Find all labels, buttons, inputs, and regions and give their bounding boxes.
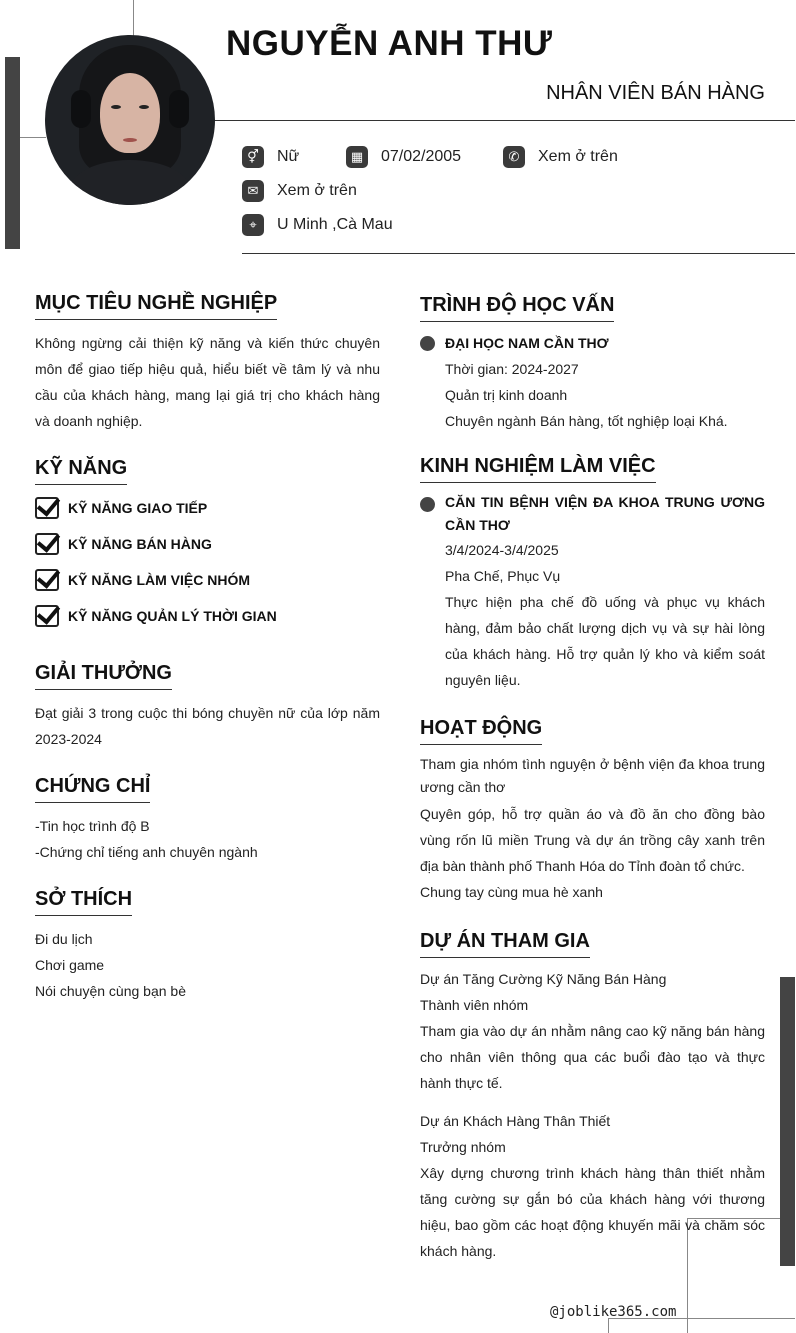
info-gender	[242, 146, 299, 168]
experience-entry	[445, 491, 765, 693]
company-name: CĂN TIN BỆNH VIỆN ĐA KHOA TRUNG ƯƠNG CẦN THƠ	[445, 494, 765, 533]
list-item: Tham gia nhóm tình nguyện ở bệnh viện đa khoa trung ương cần thơ	[420, 756, 765, 795]
bullet-icon	[420, 497, 435, 512]
hobbies-list	[35, 926, 380, 1004]
address-value: U Minh ,Cà Mau	[277, 216, 393, 233]
hobbies-title: SỞ THÍCH	[35, 888, 132, 916]
calendar-icon: ▦	[346, 146, 368, 168]
certificates-title: CHỨNG CHỈ	[35, 775, 150, 803]
list-item: Chung tay cùng mua hè xanh	[420, 884, 603, 900]
right-accent-bar	[780, 977, 795, 1266]
awards-text: Đạt giải 3 trong cuộc thi bóng chuyền nữ của lớp năm 2023-2024	[35, 705, 380, 747]
checkbox-icon	[35, 605, 59, 627]
list-item: -Chứng chỉ tiếng anh chuyên ngành	[35, 844, 258, 860]
objective-text: Không ngừng cải thiện kỹ năng và kiến thức chuyên môn để giao tiếp hiệu quả, hiểu biết về tâm lý và nhu cầu của khách hàng, mang lại giá trị cho khách hàng và doanh nghiệp.	[35, 335, 380, 429]
email-icon: ✉	[242, 180, 264, 202]
project-description: Xây dựng chương trình khách hàng thân thiết nhằm tăng cường sự gắn bó của khách hàng với thương hiệu, bao gồm các hoạt động khuyến mãi và chăm sóc khách hàng.	[420, 1165, 765, 1259]
avatar-left-line	[20, 137, 46, 138]
projects-title: DỰ ÁN THAM GIA	[420, 930, 590, 958]
objective-title: MỤC TIÊU NGHỀ NGHIỆP	[35, 292, 277, 320]
header-divider-top	[215, 120, 795, 121]
job-title: NHÂN VIÊN BÁN HÀNG	[546, 82, 765, 104]
skill-item: KỸ NĂNG BÁN HÀNG	[35, 533, 212, 555]
skill-item: KỸ NĂNG QUẢN LÝ THỜI GIAN	[35, 605, 277, 627]
dob-value: 07/02/2005	[381, 148, 462, 165]
list-item: Đi du lịch	[35, 931, 93, 947]
top-vertical-line	[133, 0, 134, 38]
skill-item: KỸ NĂNG GIAO TIẾP	[35, 497, 207, 519]
list-item: Chơi game	[35, 957, 105, 973]
checkbox-icon	[35, 533, 59, 555]
phone-value: Xem ở trên	[538, 148, 618, 165]
education-detail: Chuyên ngành Bán hàng, tốt nghiệp loại Khá.	[445, 413, 728, 429]
experience-title: KINH NGHIỆM LÀM VIỆC	[420, 455, 656, 483]
list-item: Nói chuyện cùng bạn bè	[35, 983, 186, 999]
bullet-icon	[420, 336, 435, 351]
project-name: Dự án Tăng Cường Kỹ Năng Bán Hàng	[420, 971, 667, 987]
school-name: ĐẠI HỌC NAM CẦN THƠ	[445, 335, 609, 351]
skills-title: KỸ NĂNG	[35, 457, 127, 485]
education-entry	[445, 330, 765, 434]
info-phone	[503, 146, 618, 168]
education-time: Thời gian: 2024-2027	[445, 361, 579, 377]
project-description: Tham gia vào dự án nhằm nâng cao kỹ năng bán hàng cho nhân viên thông qua các buổi đào tạo và thực hành thực tế.	[420, 1023, 765, 1091]
project-role: Trưởng nhóm	[420, 1139, 506, 1155]
project-entry	[420, 1108, 765, 1264]
project-entry	[420, 966, 765, 1096]
experience-role: Pha Chế, Phục Vụ	[445, 568, 561, 584]
gender-value: Nữ	[277, 148, 300, 165]
activities-title: HOẠT ĐỘNG	[420, 717, 542, 745]
location-icon: ⌖	[242, 214, 264, 236]
project-role: Thành viên nhóm	[420, 997, 529, 1013]
experience-period: 3/4/2024-3/4/2025	[445, 542, 559, 558]
checkbox-icon	[35, 497, 59, 519]
avatar	[45, 35, 215, 205]
corner-line-v2	[608, 1318, 609, 1333]
candidate-name: NGUYỄN ANH THƯ	[226, 24, 553, 63]
activities-list	[420, 753, 765, 905]
certificates-list	[35, 813, 380, 865]
info-email	[242, 180, 357, 202]
list-item: -Tin học trình độ B	[35, 818, 150, 834]
skill-item: KỸ NĂNG LÀM VIỆC NHÓM	[35, 569, 250, 591]
list-item: Quyên góp, hỗ trợ quần áo và đồ ăn cho đồng bào vùng rốn lũ miền Trung và dự án trồng cây xanh trên địa bàn thành phố Thanh Hóa do Tỉnh đoàn tổ chức.	[420, 806, 765, 874]
info-address	[242, 214, 393, 236]
watermark: @joblike365.com	[550, 1304, 677, 1320]
awards-title: GIẢI THƯỞNG	[35, 662, 172, 690]
gender-icon: ⚥	[242, 146, 264, 168]
checkbox-icon	[35, 569, 59, 591]
project-name: Dự án Khách Hàng Thân Thiết	[420, 1113, 611, 1129]
education-title: TRÌNH ĐỘ HỌC VẤN	[420, 294, 614, 322]
header-divider-bottom	[242, 253, 795, 254]
education-major: Quản trị kinh doanh	[445, 387, 568, 403]
email-value: Xem ở trên	[277, 182, 357, 199]
phone-icon: ✆	[503, 146, 525, 168]
experience-description: Thực hiện pha chế đồ uống và phục vụ khách hàng, đảm bảo chất lượng dịch vụ và sự hài lòng của khách hàng. Hỗ trợ quản lý kho và kiểm soát nguyên liệu.	[445, 594, 765, 688]
info-dob	[346, 146, 461, 168]
left-accent-bar	[5, 57, 20, 249]
